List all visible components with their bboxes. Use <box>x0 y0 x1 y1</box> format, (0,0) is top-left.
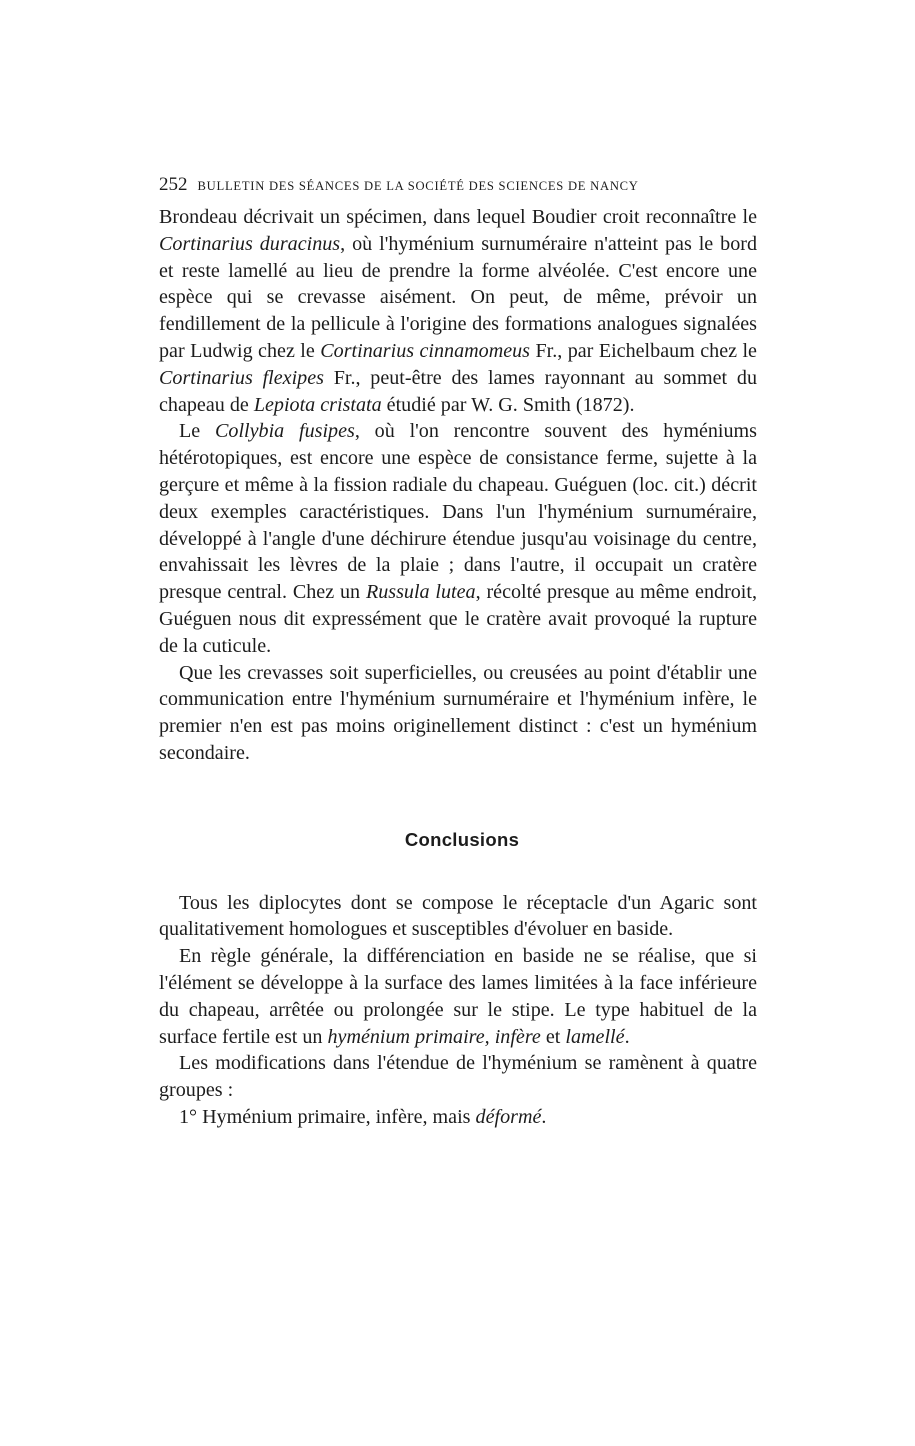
text-run: . <box>624 1025 630 1048</box>
paragraph-diplocytes <box>159 890 757 944</box>
running-head <box>159 174 757 204</box>
text-run: étudié par W. G. Smith (1872). <box>381 393 635 416</box>
body-text <box>159 204 757 1131</box>
species-name: Cortinarius cinnamomeus <box>320 339 531 362</box>
text-run: 1° Hyménium primaire, infère, mais <box>179 1105 476 1128</box>
paragraph-collybia <box>159 418 757 659</box>
page <box>159 174 757 1131</box>
species-name: Russula lutea <box>365 581 476 604</box>
emphasis: lamellé <box>565 1025 625 1048</box>
page-number: 252 <box>159 174 188 195</box>
text-run: Que les crevasses soit superficielles, ou creusées au point d'établir une communication entre l'hyménium surnuméraire et l'hyménium infère, le premier n'en est pas moins originellement distinct : c'est un hyménium secondaire. <box>159 661 757 764</box>
paragraph-specimen <box>159 204 757 418</box>
text-run: Fr., par Eichelbaum chez le <box>530 339 757 362</box>
text-run: Les modifications dans l'étendue de l'hyménium se ramènent à quatre groupes : <box>159 1052 757 1102</box>
text-run: En règle générale, la différenciation en baside ne se réalise, que si l'élément se développe à la surface des lames limitées à la face inférieure du chapeau, arrêtée ou prolongée sur le stipe. Le type habituel de la surface fertile est un <box>159 945 757 1048</box>
list-item-1 <box>159 1104 757 1131</box>
paragraph-regle-generale <box>159 943 757 1050</box>
text-run: et <box>540 1025 566 1048</box>
species-name: Collybia fusipes <box>215 420 355 443</box>
running-title: BULLETIN DES SÉANCES DE LA SOCIÉTÉ DES SCIENCES DE NANCY <box>197 179 639 193</box>
paragraph-modifications <box>159 1050 757 1104</box>
species-name: Lepiota cristata <box>253 393 382 416</box>
species-name: Cortinarius flexipes <box>159 366 324 389</box>
text-run: , où l'on rencontre souvent des hyméniums hétérotopiques, est encore une espèce de consistance ferme, sujette à la gerçure et même à la fission radiale du chapeau. Guéguen (loc. cit.) décrit deux exemples caractéristiques. Dans l'un l'hyménium surnuméraire, développé à l'angle d'une déchirure étendue jusqu'au voisinage du centre, envahissait les lèvres de la plaie ; dans l'autre, il occupait un cratère presque central. Chez un <box>159 420 757 604</box>
text-run: Tous les diplocytes dont se compose le réceptacle d'un Agaric sont qualitativement homologues et susceptibles d'évoluer en baside. <box>159 891 757 941</box>
emphasis: déformé <box>475 1105 542 1128</box>
text-run: , où l'hyménium surnuméraire n'atteint pas le bord et reste lamellé au lieu de prendre la forme alvéolée. C'est encore une espèce qui se crevasse aisément. On peut, de même, prévoir un fendillement de la pellicule à l'origine des formations analogues signalées par Ludwig chez le <box>159 232 757 362</box>
section-heading: Conclusions <box>404 828 520 850</box>
text-run: Fr., peut-être des lames rayonnant au sommet du chapeau de <box>159 366 757 416</box>
text-run: Brondeau décrivait un spécimen, dans lequel Boudier croit reconnaître le <box>159 206 757 228</box>
text-run: Le <box>179 420 215 443</box>
species-name: Cortinarius duracinus <box>159 232 341 255</box>
text-run: , récolté presque au même endroit, Guéguen nous dit expressément que le cratère avait provoqué la rupture de la cuticule. <box>159 581 758 657</box>
paragraph-crevasses <box>159 660 757 767</box>
text-run: . <box>541 1105 547 1128</box>
emphasis: hyménium primaire, infère <box>327 1025 541 1048</box>
